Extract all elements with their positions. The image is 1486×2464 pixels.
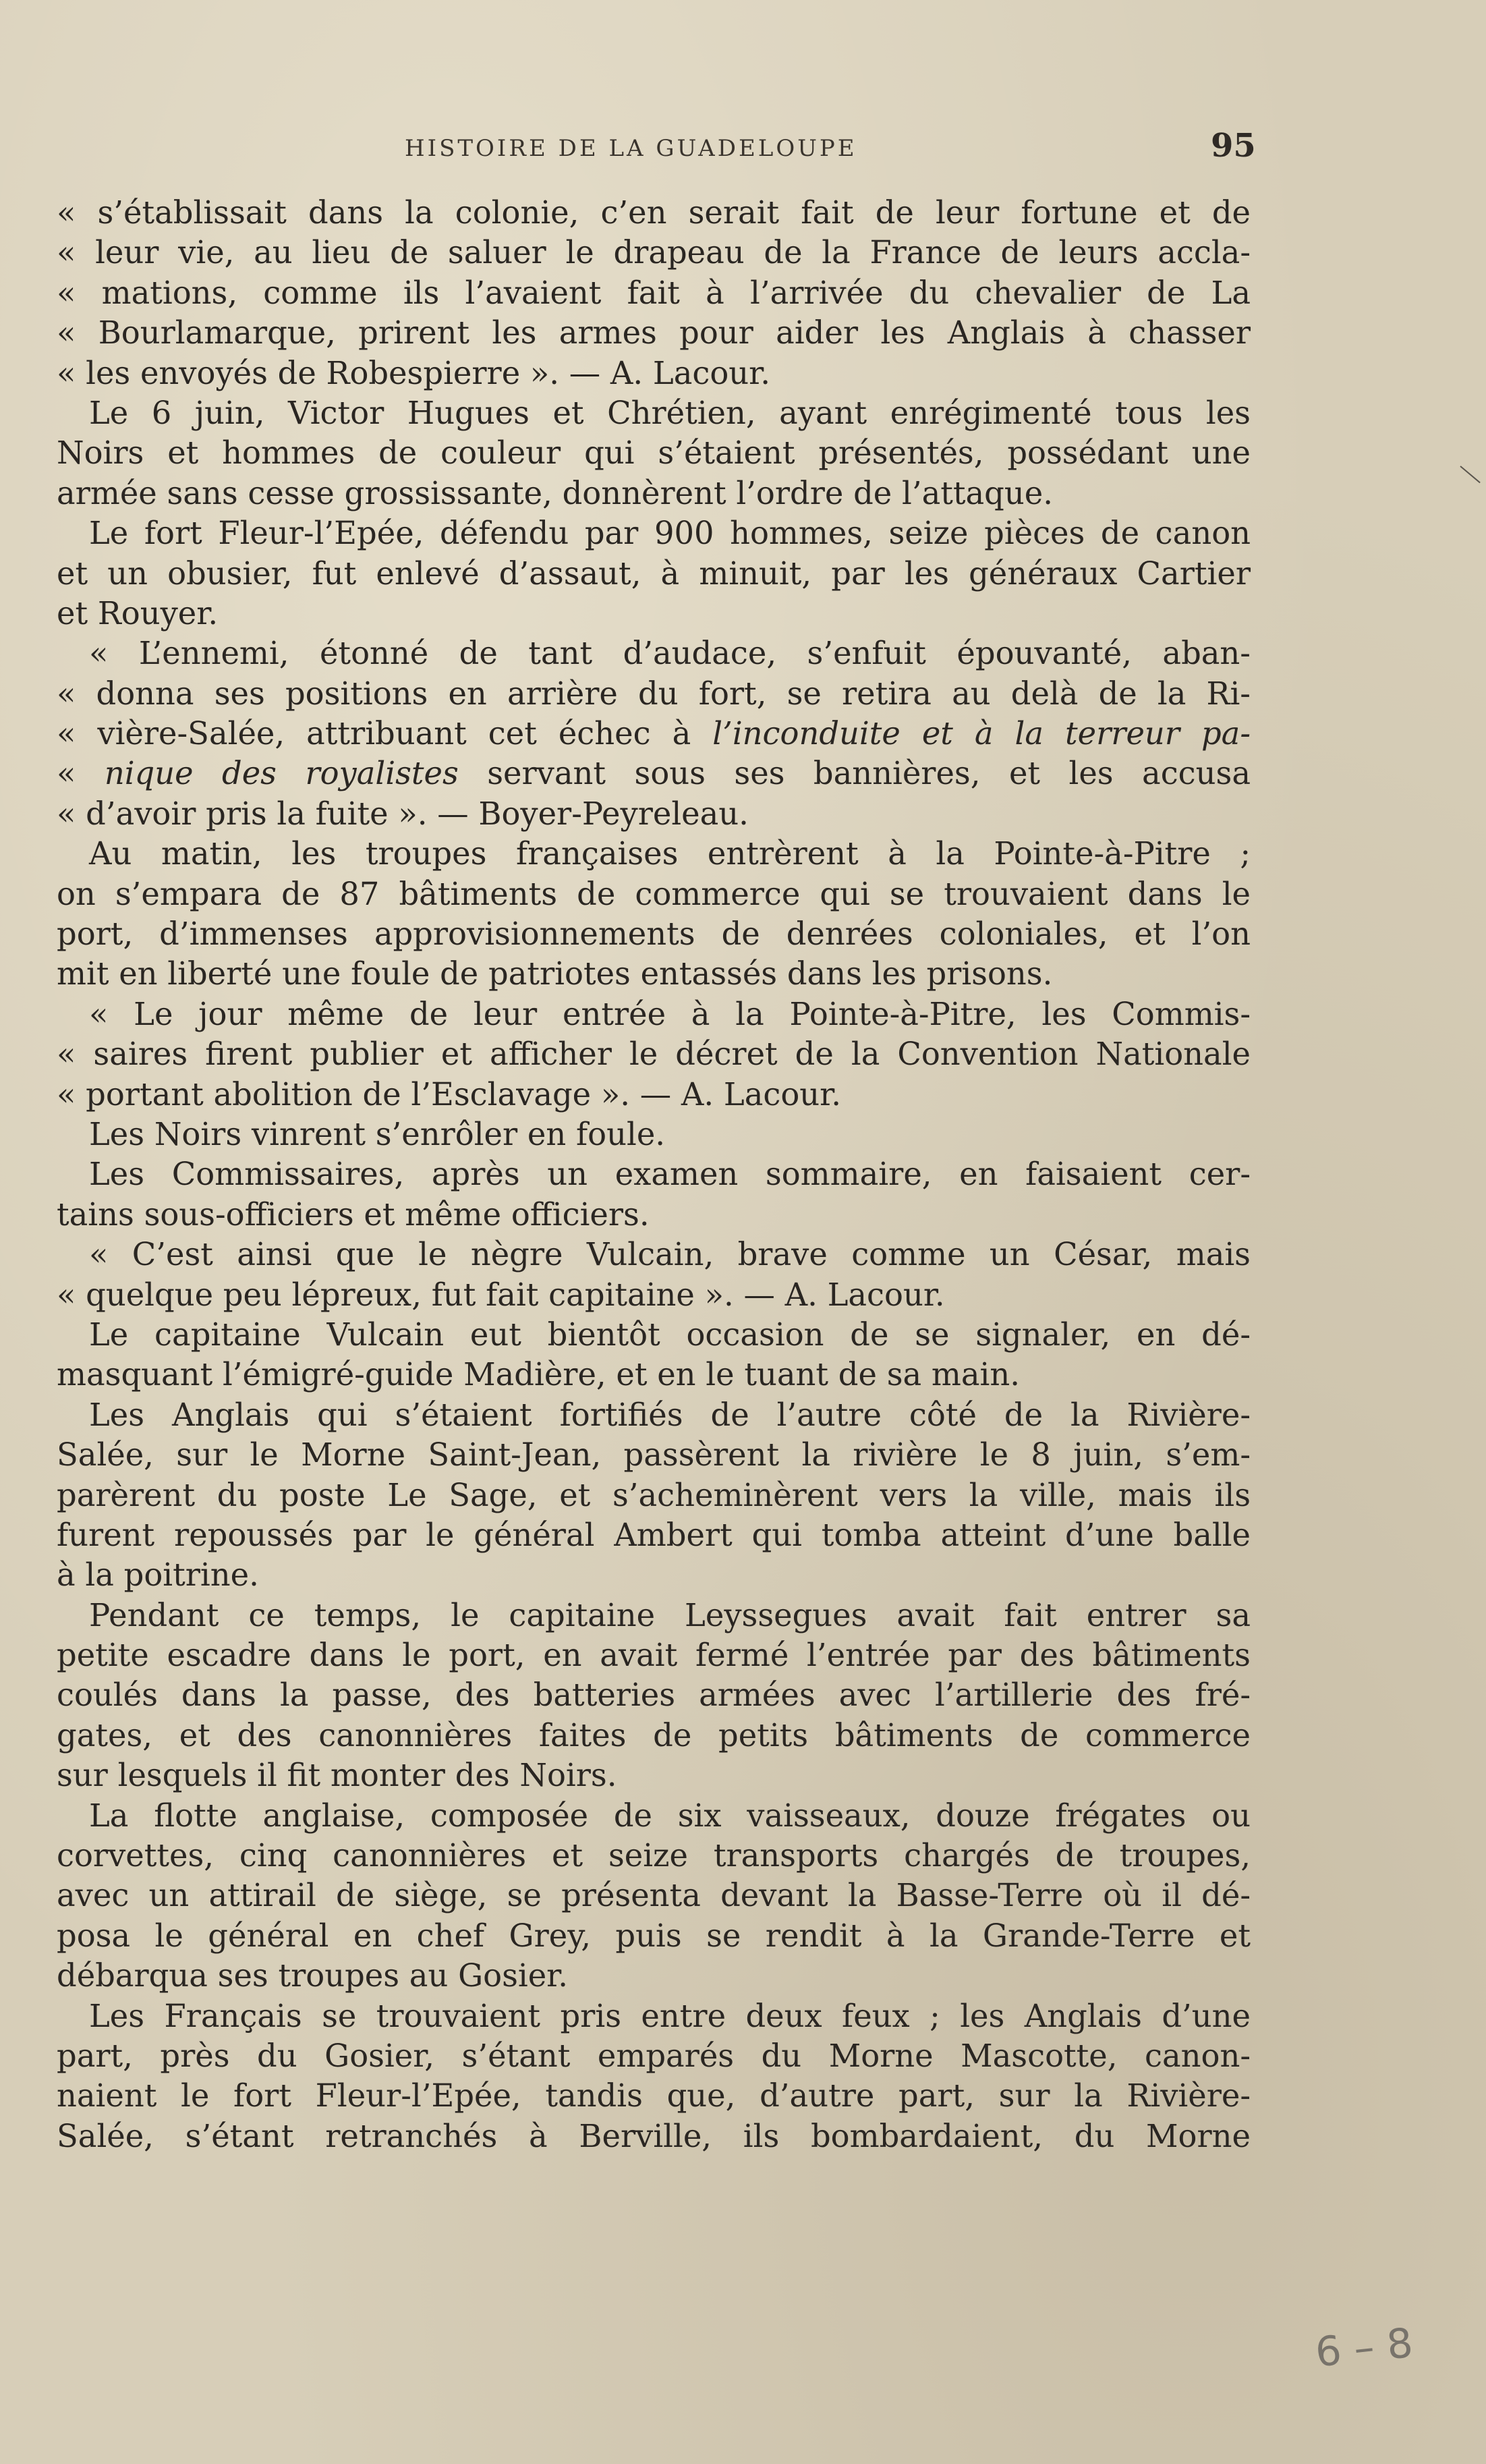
text-line: « d’avoir pris la fuite ». — Boyer-Peyreleau. <box>57 795 749 832</box>
text-line: on s’empara de 87 bâtiments de commerce qui se trouvaient dans le <box>57 875 1251 912</box>
page-number: 95 <box>1211 127 1256 165</box>
text-line: « quelque peu lépreux, fut fait capitaine ». — A. Lacour. <box>57 1276 945 1313</box>
text-line: sur lesquels il fit monter des Noirs. <box>57 1757 617 1794</box>
text-line: Les Noirs vinrent s’enrôler en foule. <box>89 1115 666 1152</box>
text-line: « Le jour même de leur entrée à la Pointe-à-Pitre, les Commis- <box>89 995 1251 1032</box>
text-line: « mations, comme ils l’avaient fait à l’arrivée du chevalier de La <box>57 274 1251 311</box>
body-text <box>57 193 1251 2156</box>
text-line: « L’ennemi, étonné de tant d’audace, s’enfuit épouvanté, aban- <box>89 635 1251 672</box>
text-line: Noirs et hommes de couleur qui s’étaient présentés, possédant une <box>57 435 1251 472</box>
text-line: armée sans cesse grossissante, donnèrent l’ordre de l’attaque. <box>57 474 1053 511</box>
text-line: « les envoyés de Robespierre ». — A. Lacour. <box>57 354 770 391</box>
text-line: Salée, s’étant retranchés à Berville, ils bombardaient, du Morne <box>57 2117 1251 2154</box>
text-line: tains sous-officiers et même officiers. <box>57 1196 650 1233</box>
text-line: « Bourlamarque, prirent les armes pour aider les Anglais à chasser <box>57 314 1251 352</box>
text-line: « leur vie, au lieu de saluer le drapeau de la France de leurs accla- <box>57 234 1251 271</box>
text-line: furent repoussés par le général Ambert qui tomba atteint d’une balle <box>57 1516 1251 1553</box>
text-line: et Rouyer. <box>57 594 219 632</box>
text-line: parèrent du poste Le Sage, et s’acheminèrent vers la ville, mais ils <box>57 1476 1251 1513</box>
text-line: coulés dans la passe, des batteries armées avec l’artillerie des fré- <box>57 1677 1251 1714</box>
text-line: naient le fort Fleur-l’Epée, tandis que, d’autre part, sur la Rivière- <box>57 2077 1251 2115</box>
text-line: à la poitrine. <box>57 1557 259 1594</box>
text-line: mit en liberté une foule de patriotes entassés dans les prisons. <box>57 955 1053 992</box>
text-line: Les Anglais qui s’étaient fortifiés de l’autre côté de la Rivière- <box>89 1396 1251 1433</box>
text-line: Pendant ce temps, le capitaine Leyssegues avait fait entrer sa <box>89 1596 1251 1633</box>
text-line: Le capitaine Vulcain eut bientôt occasion de se signaler, en dé- <box>89 1316 1251 1353</box>
text-line: port, d’immenses approvisionnements de denrées coloniales, et l’on <box>57 916 1251 953</box>
text-line: gates, et des canonnières faites de petits bâtiments de commerce <box>57 1716 1251 1754</box>
text-line: La flotte anglaise, composée de six vaisseaux, douze frégates ou <box>89 1797 1251 1834</box>
text-line: « donna ses positions en arrière du fort, se retira au delà de la Ri- <box>57 675 1251 712</box>
text-segment: servant sous ses bannières, et les accusa <box>458 755 1251 792</box>
italic-text: nique des royalistes <box>104 755 459 792</box>
pencil-annotation: 6 – 8 <box>1313 2319 1415 2377</box>
text-line: part, près du Gosier, s’étant emparés du Morne Mascotte, canon- <box>57 2037 1251 2074</box>
text-line: Les Français se trouvaient pris entre deux feux ; les Anglais d’une <box>89 1997 1251 2034</box>
text-line: posa le général en chef Grey, puis se rendit à la Grande-Terre et <box>57 1917 1251 1954</box>
text-line: « saires firent publier et afficher le décret de la Convention Nationale <box>57 1036 1251 1073</box>
text-line: « C’est ainsi que le nègre Vulcain, brave comme un César, mais <box>89 1236 1251 1273</box>
text-line: corvettes, cinq canonnières et seize transports chargés de troupes, <box>57 1837 1251 1874</box>
italic-text: l’inconduite et à la terreur pa- <box>712 715 1251 752</box>
text-line <box>57 754 1251 793</box>
text-line: « portant abolition de l’Esclavage ». — A. Lacour. <box>57 1075 841 1113</box>
text-segment: « <box>57 755 105 792</box>
text-line: Le fort Fleur-l’Epée, défendu par 900 hommes, seize pièces de canon <box>89 515 1251 552</box>
text-segment: « vière-Salée, attribuant cet échec à <box>57 715 713 752</box>
text-line: Les Commissaires, après un examen sommaire, en faisaient cer- <box>89 1156 1251 1193</box>
margin-pencil-tick <box>1460 466 1480 483</box>
text-line: Au matin, les troupes françaises entrèrent à la Pointe-à-Pitre ; <box>89 835 1251 872</box>
text-line: et un obusier, fut enlevé d’assaut, à minuit, par les généraux Cartier <box>57 555 1251 592</box>
text-line: Le 6 juin, Victor Hugues et Chrétien, ayant enrégimenté tous les <box>89 394 1251 431</box>
text-line: Salée, sur le Morne Saint-Jean, passèrent la rivière le 8 juin, s’em- <box>57 1436 1251 1474</box>
text-line: avec un attirail de siège, se présenta devant la Basse-Terre où il dé- <box>57 1877 1251 1914</box>
text-line: débarqua ses troupes au Gosier. <box>57 1957 568 1994</box>
text-line: masquant l’émigré-guide Madière, et en le tuant de sa main. <box>57 1356 1021 1393</box>
running-title: HISTOIRE DE LA GUADELOUPE <box>405 135 857 162</box>
text-line: « s’établissait dans la colonie, c’en serait fait de leur fortune et de <box>57 194 1251 231</box>
text-line <box>57 714 1251 754</box>
text-line: petite escadre dans le port, en avait fermé l’entrée par des bâtiments <box>57 1637 1251 1674</box>
